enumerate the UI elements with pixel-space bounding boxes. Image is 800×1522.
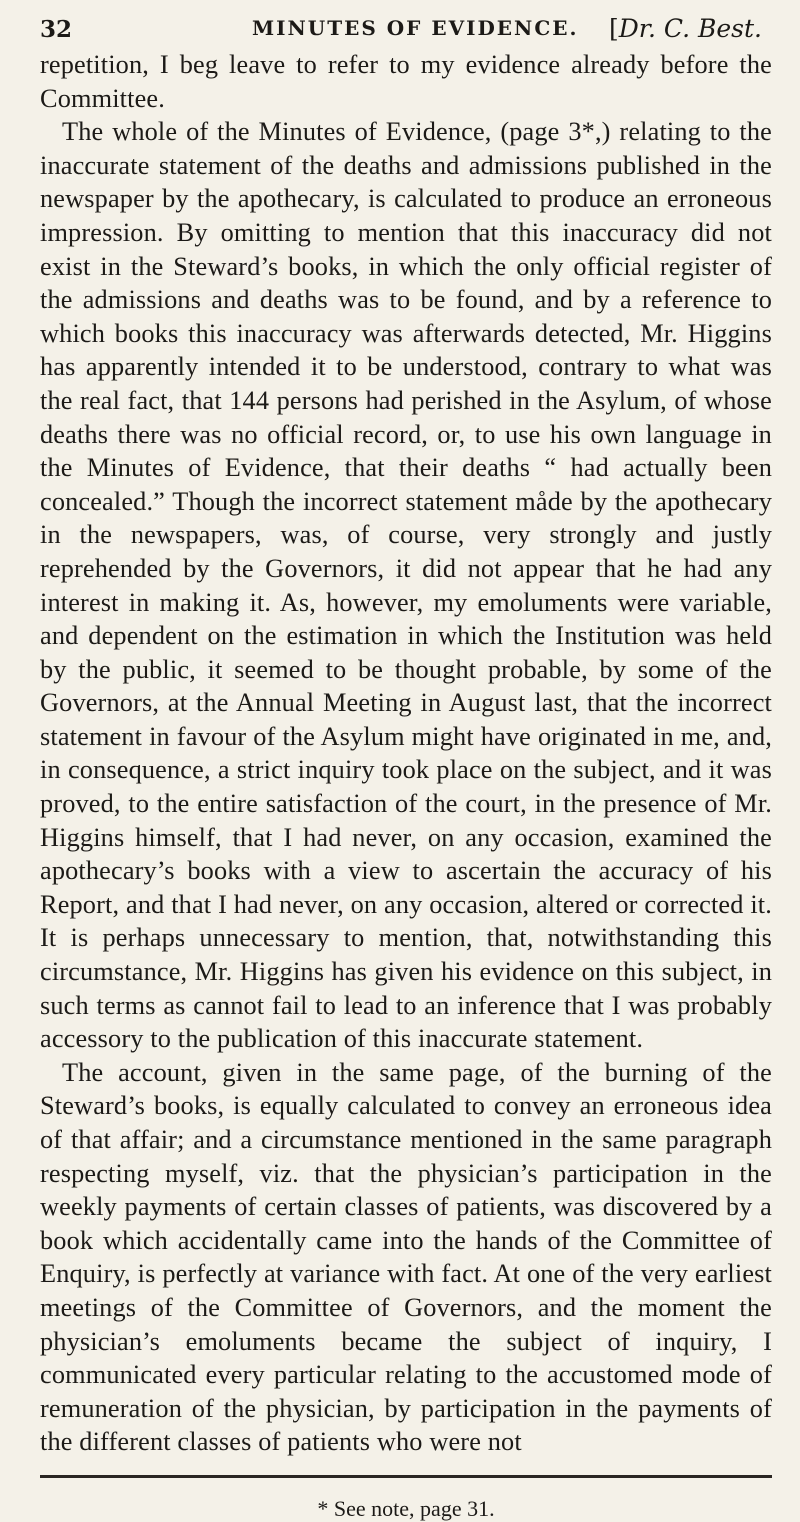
page-header — [40, 0, 772, 48]
running-title: MINUTES OF EVIDENCE. — [252, 16, 579, 40]
paragraph: The whole of the Minutes of Evidence, (page 3*,) relating to the inaccurate statement of the deaths and admissions published in the newspaper by the apothecary, is calculated to produce an erroneous impression. By omitting to mention that this inaccuracy did not exist in the Steward’s books, in which the only official register of the admissions and deaths was to be found, and by a reference to which books this inaccuracy was afterwards detected, Mr. Higgins has apparently intended it to be understood, contrary to what was the real fact, that 144 persons had perished in the Asylum, of whose deaths there was no official record, or, to use his own language in the Minutes of Evidence, that their deaths “ had actually been concealed.” Though the incorrect statement måde by the apothecary in the newspapers, was, of course, very strongly and justly reprehended by the Governors, it did not appear that he had any interest in making it. As, however, my emoluments were variable, and dependent on the estimation in which the Institution was held by the public, it seemed to be thought probable, by some of the Governors, at the Annual Meeting in August last, that the incorrect statement in favour of the Asylum might have originated in me, and, in consequence, a strict inquiry took place on the subject, and it was proved, to the entire satisfaction of the court, in the presence of Mr. Higgins himself, that I had never, on any occasion, examined the apothecary’s books with a view to ascertain the accuracy of his Report, and that I had never, on any occasion, altered or corrected it. It is perhaps unnecessary to mention, that, notwithstanding this circumstance, Mr. Higgins has given his evidence on this subject, in such terms as cannot fail to lead to an inference that I was probably accessory to the publication of this inaccurate statement. — [40, 117, 772, 1054]
body-text — [40, 48, 772, 1459]
paragraph-continuation: repetition, I beg leave to refer to my evidence already before the Committee. — [40, 50, 772, 113]
paragraph: The account, given in the same page, of the burning of the Steward’s books, is equally calculated to convey an erroneous idea of that affair; and a circumstance mentioned in the same paragraph respecting myself, viz. that the physician’s participation in the weekly payments of certain classes of patients, was discovered by a book which accidentally came into the hands of the Committee of Enquiry, is perfectly at variance with fact. At one of the very earliest meetings of the Committee of Governors, and the moment the physician’s emoluments became the subject of inquiry, I communicated every particular relating to the accustomed mode of remuneration of the physician, by participation in the payments of the different classes of patients who were not — [40, 1057, 772, 1457]
footnote-rule — [40, 1475, 772, 1478]
bracket: [ — [608, 14, 619, 43]
page-number: 32 — [40, 16, 73, 43]
footnote: * See note, page 31. — [317, 1495, 495, 1521]
witness-name: Dr. C. Best. — [618, 14, 762, 43]
witness-label — [609, 14, 762, 43]
